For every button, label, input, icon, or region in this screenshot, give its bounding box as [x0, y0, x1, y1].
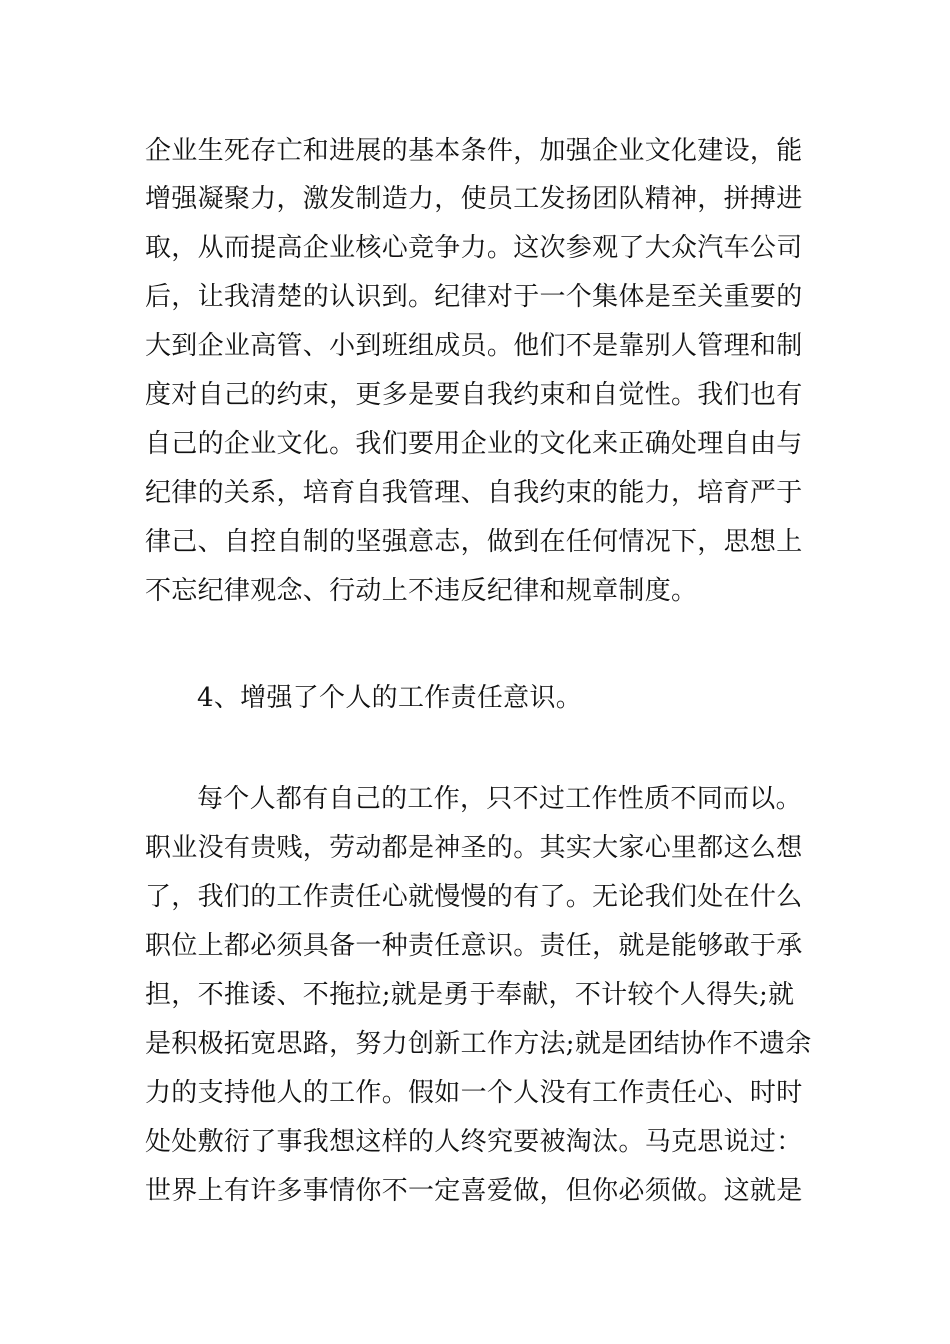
paragraph-2-line-6: 是积极拓宽思路，努力创新工作方法;就是团结协作不遗余	[145, 1029, 812, 1059]
paragraph-1-line-1: 企业生死存亡和进展的基本条件，加强企业文化建设，能	[145, 136, 803, 166]
paragraph-1-line-6: 度对自己的约束，更多是要自我约束和自觉性。我们也有	[145, 380, 803, 410]
paragraph-2-line-1: 每个人都有自己的工作，只不过工作性质不同而以。	[197, 784, 802, 814]
paragraph-2-line-9: 世界上有许多事情你不一定喜爱做，但你必须做。这就是	[145, 1176, 803, 1206]
paragraph-2-line-3: 了，我们的工作责任心就慢慢的有了。无论我们处在什么	[145, 882, 803, 912]
paragraph-1-line-2: 增强凝聚力，激发制造力，使员工发扬团队精神，拼搏进	[145, 184, 803, 214]
paragraph-1-line-3: 取，从而提高企业核心竞争力。这次参观了大众汽车公司	[145, 233, 803, 263]
paragraph-1-line-7: 自己的企业文化。我们要用企业的文化来正确处理自由与	[145, 429, 803, 459]
paragraph-1-line-8: 纪律的关系，培育自我管理、自我约束的能力，培育严于	[145, 478, 803, 508]
paragraph-2-line-7: 力的支持他人的工作。假如一个人没有工作责任心、时时	[145, 1078, 803, 1108]
paragraph-1-line-4: 后，让我清楚的认识到。纪律对于一个集体是至关重要的	[145, 282, 803, 312]
paragraph-2-line-4: 职位上都必须具备一种责任意识。责任，就是能够敢于承	[145, 931, 803, 961]
paragraph-2-line-2: 职业没有贵贱，劳动都是神圣的。其实大家心里都这么想	[145, 833, 803, 863]
paragraph-2-line-5: 担，不推诿、不拖拉;就是勇于奉献，不计较个人得失;就	[145, 980, 795, 1010]
paragraph-2-line-8: 处处敷衍了事我想这样的人终究要被淘汰。马克思说过：	[145, 1127, 803, 1157]
paragraph-1-line-10: 不忘纪律观念、行动上不违反纪律和规章制度。	[145, 576, 698, 606]
paragraph-1-line-9: 律己、自控自制的坚强意志，做到在任何情况下，思想上	[145, 527, 803, 557]
section-heading-4: 4、增强了个人的工作责任意识。	[197, 683, 583, 713]
paragraph-1-line-5: 大到企业高管、小到班组成员。他们不是靠别人管理和制	[145, 331, 803, 361]
